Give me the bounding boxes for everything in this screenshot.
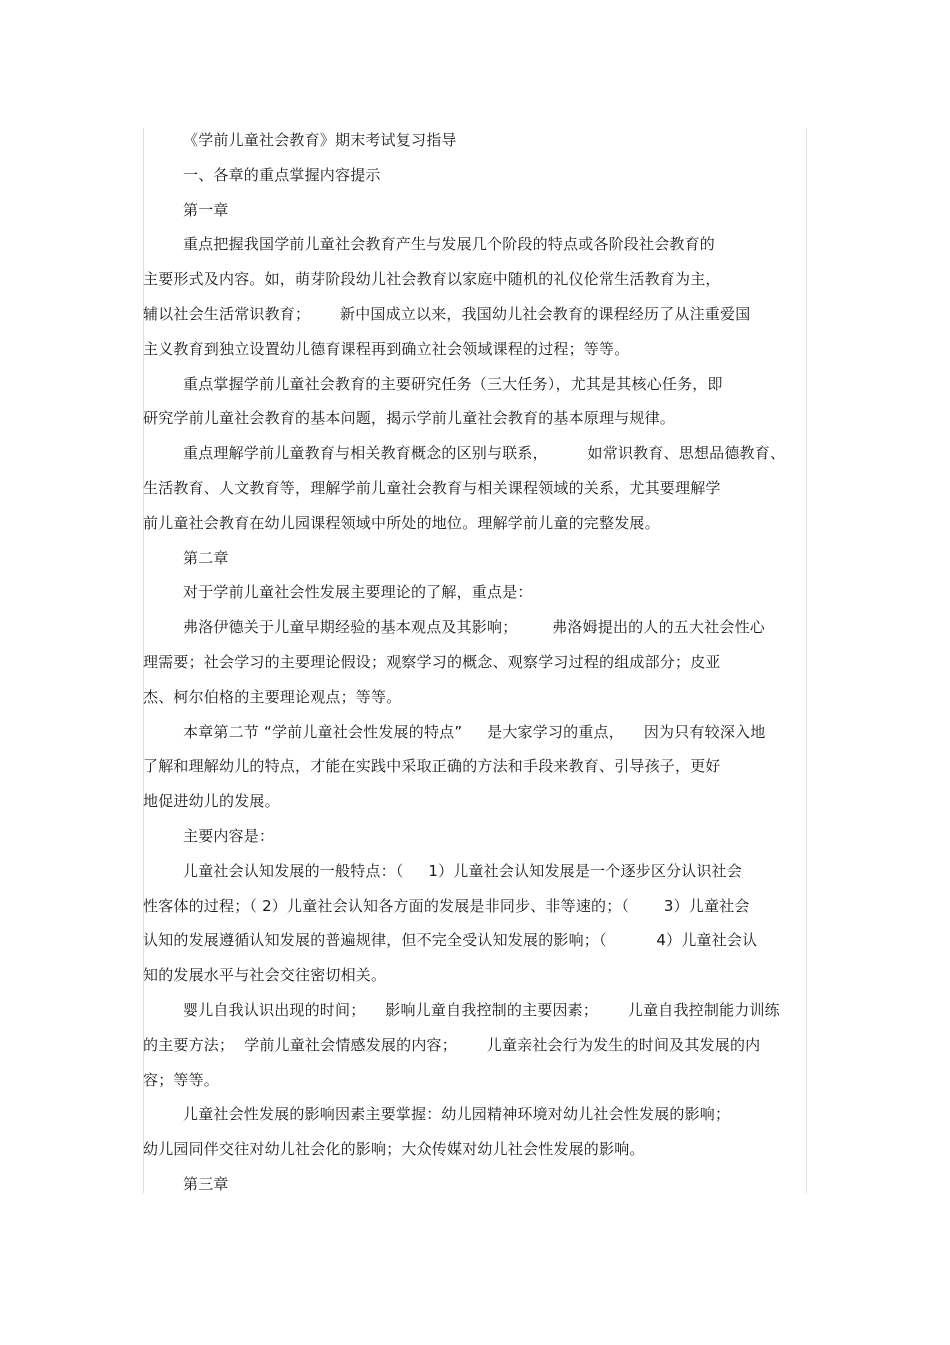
text-line: 了解和理解幼儿的特点，才能在实践中采取正确的方法和手段来教育、引导孩子，更好: [143, 757, 721, 775]
text-line: 性客体的过程；（ 2）儿童社会认知各方面的发展是非同步、非等速的；（ 3）儿童社会: [143, 897, 750, 915]
text-line: 幼儿园同伴交往对幼儿社会化的影响；大众传媒对幼儿社会性发展的影响。: [143, 1140, 645, 1158]
document-title: 《学前儿童社会教育》期末考试复习指导: [183, 131, 457, 149]
text-line: 研究学前儿童社会教育的基本问题，揭示学前儿童社会教育的基本原理与规律。: [143, 409, 676, 427]
text-line: 前儿童社会教育在幼儿园课程领域中所处的地位。理解学前儿童的完整发展。: [143, 514, 660, 532]
text-line: 重点把握我国学前儿童社会教育产生与发展几个阶段的特点或各阶段社会教育的: [183, 235, 716, 253]
text-line: 地促进幼儿的发展。: [143, 792, 280, 810]
chapter-heading-2: 第二章: [183, 549, 229, 567]
text-line: 认知的发展遵循认知发展的普遍规律，但不完全受认知发展的影响；（ 4）儿童社会认: [143, 931, 758, 949]
chapter-heading-1: 第一章: [183, 201, 229, 219]
text-line: 本章第二节 “学前儿童社会性发展的特点” 是大家学习的重点， 因为只有较深入地: [183, 723, 766, 741]
text-line: 主要形式及内容。如，萌芽阶段幼儿社会教育以家庭中随机的礼仪伦常生活教育为主，: [143, 270, 721, 288]
text-line: 婴儿自我认识出现的时间； 影响儿童自我控制的主要因素； 儿童自我控制能力训练: [183, 1001, 780, 1019]
section-heading: 一、各章的重点掌握内容提示: [183, 166, 381, 184]
text-line: 儿童社会认知发展的一般特点：（ 1）儿童社会认知发展是一个逐步区分认识社会: [183, 862, 743, 880]
text-line: 容；等等。: [143, 1071, 220, 1089]
text-line: 儿童社会性发展的影响因素主要掌握：幼儿园精神环境对幼儿社会性发展的影响；: [183, 1105, 731, 1123]
chapter-heading-3: 第三章: [183, 1175, 229, 1193]
text-line: 主义教育到独立设置幼儿德育课程再到确立社会领域课程的过程；等等。: [143, 340, 630, 358]
text-line: 重点掌握学前儿童社会教育的主要研究任务（三大任务），尤其是其核心任务，即: [183, 375, 723, 393]
text-line: 重点理解学前儿童教育与相关教育概念的区别与联系， 如常识教育、思想品德教育、: [183, 444, 786, 462]
text-line: 生活教育、人文教育等，理解学前儿童社会教育与相关课程领域的关系，尤其要理解学: [143, 479, 721, 497]
text-line: 知的发展水平与社会交往密切相关。: [143, 966, 387, 984]
text-line: 的主要方法； 学前儿童社会情感发展的内容； 儿童亲社会行为发生的时间及其发展的内: [143, 1036, 761, 1054]
text-line: 辅以社会生活常识教育； 新中国成立以来，我国幼儿社会教育的课程经历了从注重爱国: [143, 305, 751, 323]
text-line: 杰、柯尔伯格的主要理论观点；等等。: [143, 688, 402, 706]
page-right-edge: [806, 128, 807, 1193]
text-line: 理需要；社会学习的主要理论假设；观察学习的概念、观察学习过程的组成部分；皮亚: [143, 653, 721, 671]
text-line: 弗洛伊德关于儿童早期经验的基本观点及其影响； 弗洛姆提出的人的五大社会性心: [183, 618, 765, 636]
text-line: 主要内容是：: [183, 827, 275, 845]
text-line: 对于学前儿童社会性发展主要理论的了解，重点是：: [183, 583, 533, 601]
